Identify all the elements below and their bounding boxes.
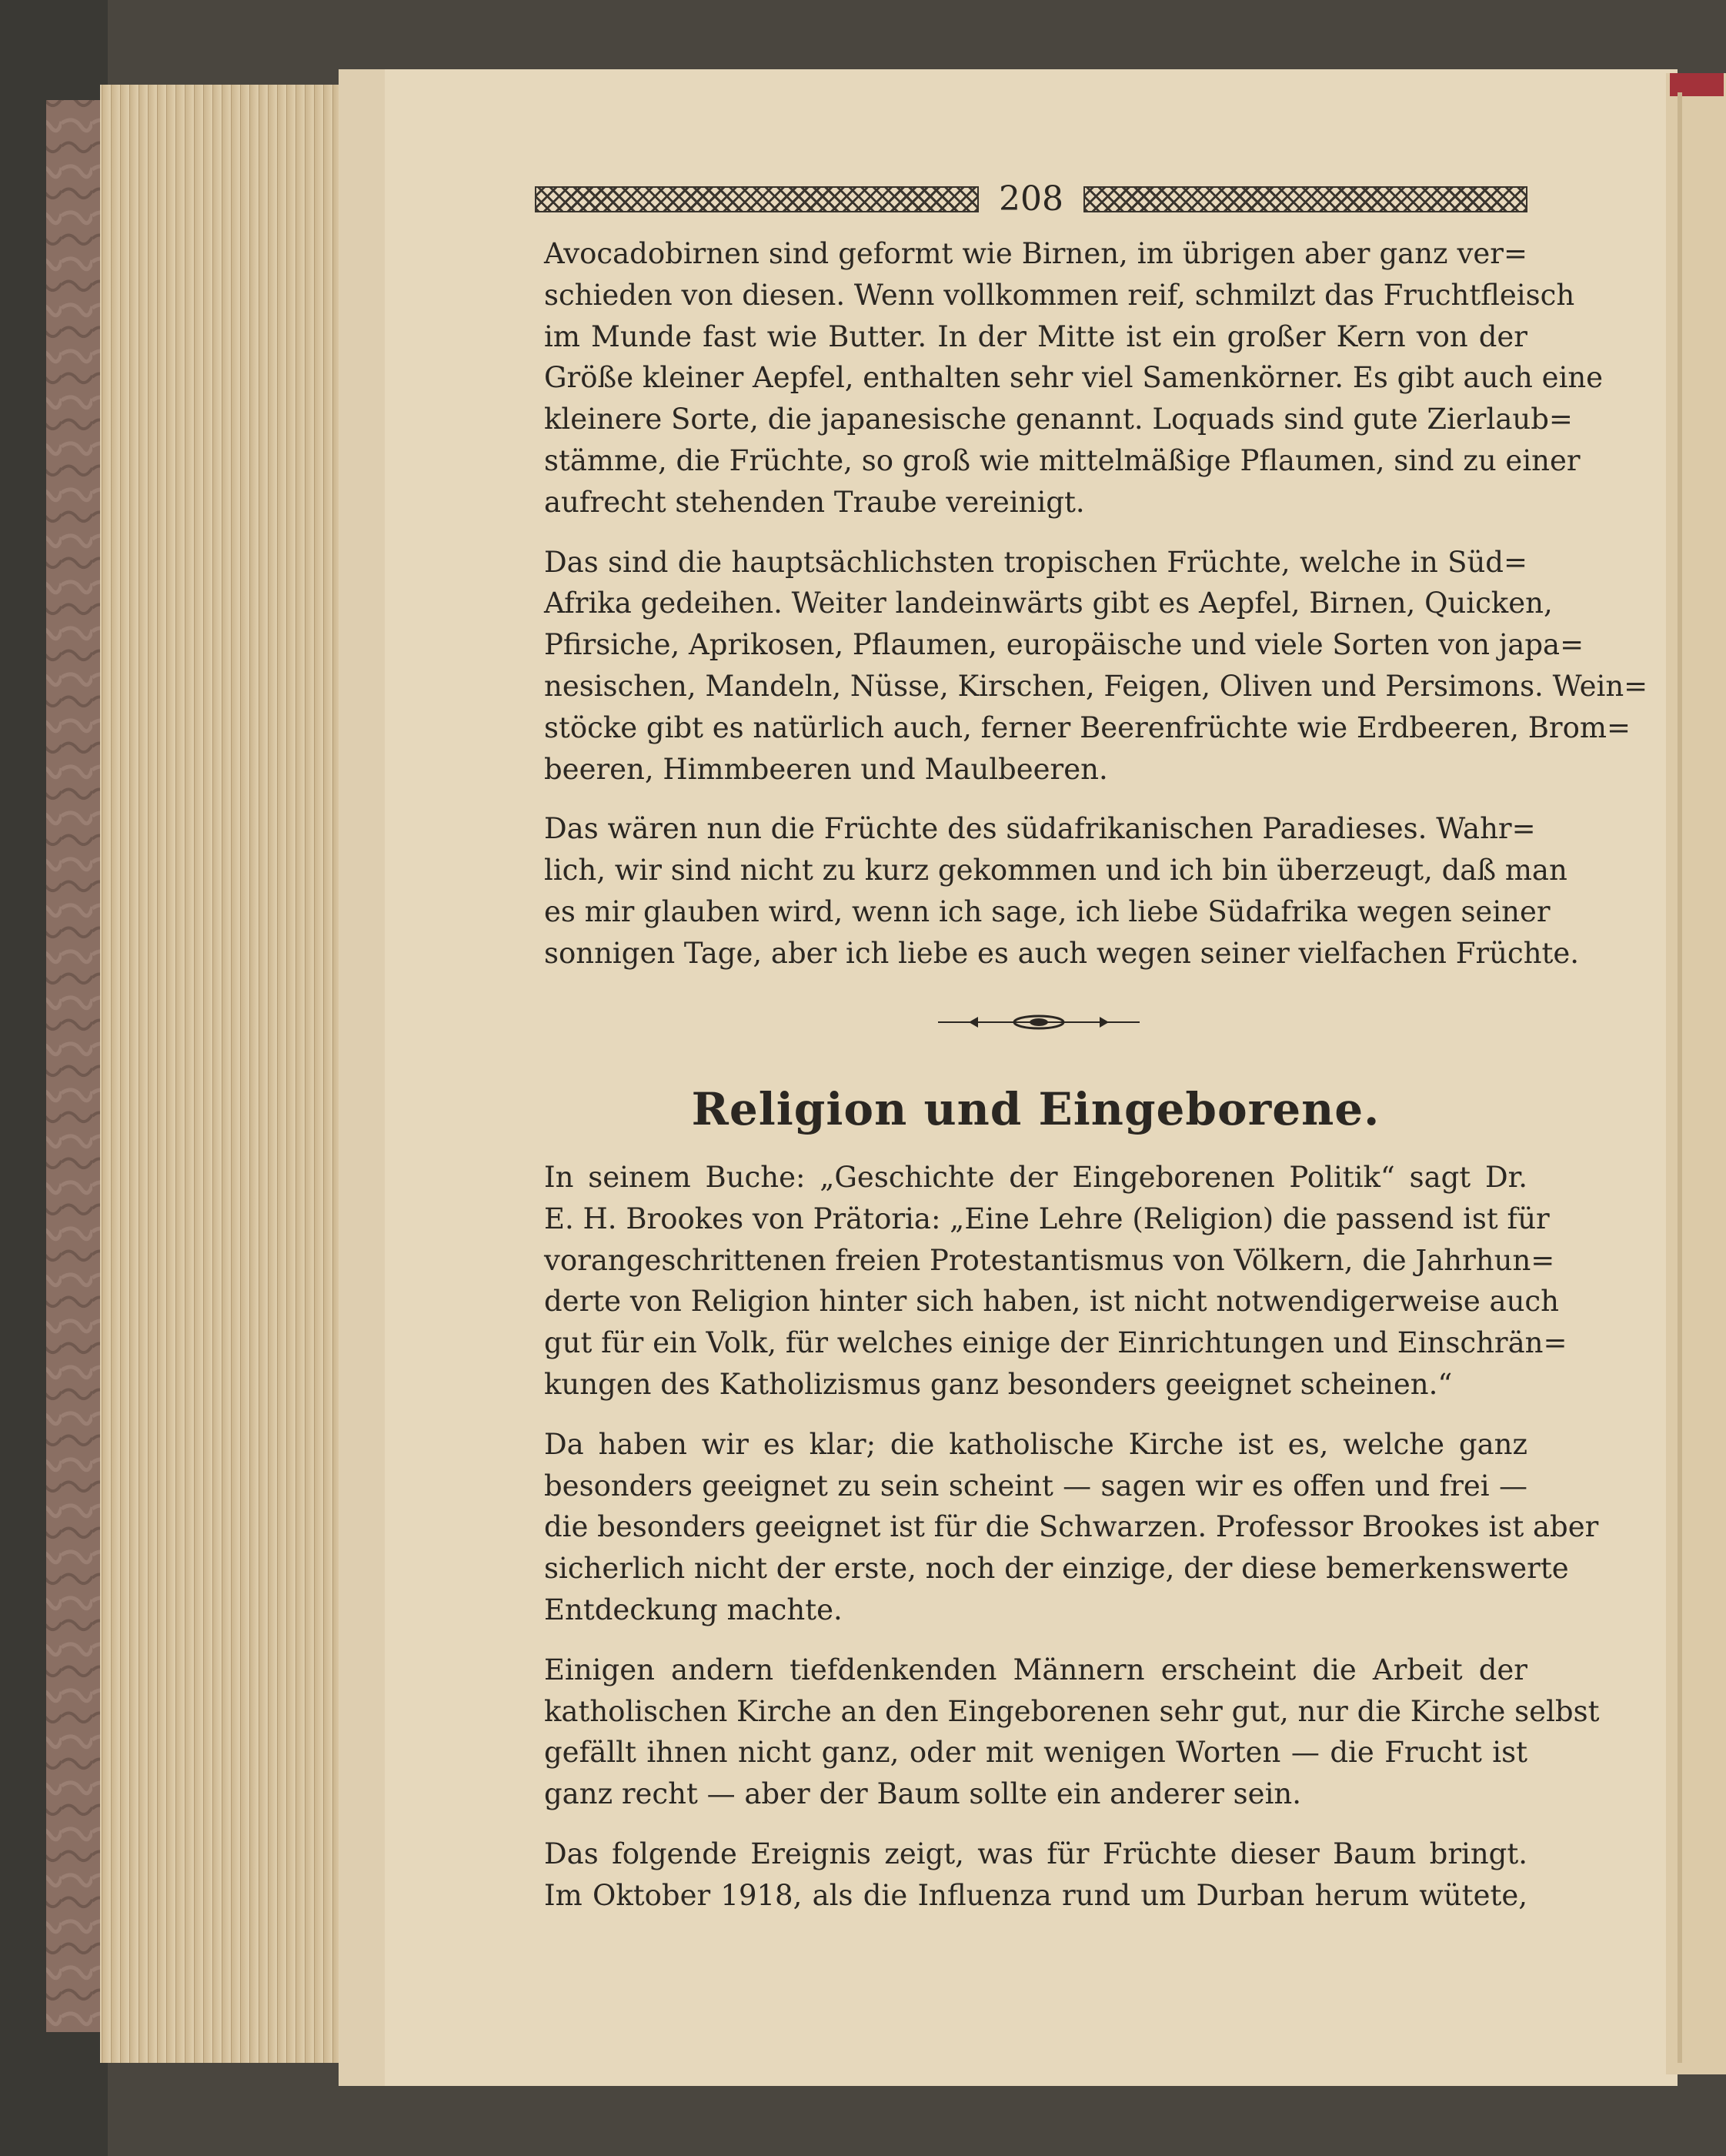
text-line: stämme, die Früchte, so groß wie mittelmäßige Pflaumen, sind zu einer xyxy=(544,443,1581,477)
header-ornament-left xyxy=(535,186,979,212)
text-line: sonnigen Tage, aber ich liebe es auch wegen seiner vielfachen Früchte. xyxy=(544,936,1580,970)
text-line: es mir glauben wird, wenn ich sage, ich liebe Südafrika wegen seiner xyxy=(544,894,1551,928)
text-line: schieden von diesen. Wenn vollkommen reif, schmilzt das Fruchtfleisch xyxy=(544,278,1575,312)
paragraph xyxy=(544,1650,1600,1815)
text-line: Avocadobirnen sind geformt wie Birnen, im übrigen aber ganz ver= xyxy=(544,237,1527,270)
text-line: nesischen, Mandeln, Nüsse, Kirschen, Feigen, Oliven und Persimons. Wein= xyxy=(544,669,1648,703)
body-text-top xyxy=(544,233,1648,974)
header-ornament-right xyxy=(1083,186,1527,212)
paragraph xyxy=(544,1833,1527,1917)
text-line: besonders geeignet zu sein scheint — sagen wir es offen und frei — xyxy=(544,1469,1527,1503)
paragraph xyxy=(544,808,1580,974)
paragraph xyxy=(544,1157,1567,1406)
body-text-bottom xyxy=(544,1157,1600,1917)
paragraph xyxy=(544,233,1604,523)
text-line: Das wären nun die Früchte des südafrikanischen Paradieses. Wahr= xyxy=(544,812,1536,846)
text-line: Größe kleiner Aepfel, enthalten sehr viel Samenkörner. Es gibt auch eine xyxy=(544,361,1604,395)
paragraph xyxy=(544,1424,1599,1631)
text-line: ganz recht — aber der Baum sollte ein anderer sein. xyxy=(544,1777,1301,1811)
text-line: die besonders geeignet ist für die Schwarzen. Professor Brookes ist aber xyxy=(544,1510,1599,1544)
text-line: stöcke gibt es natürlich auch, ferner Beerenfrüchte wie Erdbeeren, Brom= xyxy=(544,710,1631,744)
text-line: Das folgende Ereignis zeigt, was für Früchte dieser Baum bringt. xyxy=(544,1837,1527,1870)
text-line: Entdeckung machte. xyxy=(544,1593,843,1626)
text-line: Einigen andern tiefdenkenden Männern erscheint die Arbeit der xyxy=(544,1653,1527,1686)
text-line: aufrecht stehenden Traube vereinigt. xyxy=(544,485,1085,519)
text-line: kleinere Sorte, die japanesische genannt. Loquads sind gute Zierlaub= xyxy=(544,403,1573,436)
text-line: katholischen Kirche an den Eingeborenen sehr gut, nur die Kirche selbst xyxy=(544,1694,1600,1728)
text-line: In seinem Buche: „Geschichte der Eingeborenen Politik“ sagt Dr. xyxy=(544,1161,1527,1194)
text-line: E. H. Brookes von Prätoria: „Eine Lehre (Religion) die passend ist für xyxy=(544,1202,1550,1235)
text-line: gefällt ihnen nicht ganz, oder mit wenigen Worten — die Frucht ist xyxy=(544,1736,1527,1770)
page-number: 208 xyxy=(999,179,1063,219)
text-line: Da haben wir es klar; die katholische Kirche ist es, welche ganz xyxy=(544,1427,1527,1461)
text-line: vorangeschrittenen freien Protestantismus von Völkern, die Jahrhun= xyxy=(544,1243,1555,1277)
text-line: lich, wir sind nicht zu kurz gekommen und ich bin überzeugt, daß man xyxy=(544,854,1567,887)
page-edges xyxy=(100,85,354,2063)
text-line: sicherlich nicht der erste, noch der einzige, der diese bemerkenswerte xyxy=(544,1552,1569,1586)
text-line: beeren, Himmbeeren und Maulbeeren. xyxy=(544,752,1108,786)
section-title: Religion und Eingeborene. xyxy=(691,1083,1380,1135)
text-line: kungen des Katholizismus ganz besonders geeignet scheinen.“ xyxy=(544,1367,1453,1401)
text-line: gut für ein Volk, für welches einige der Einrichtungen und Einschrän= xyxy=(544,1326,1567,1360)
text-line: Im Oktober 1918, als die Influenza rund um Durban herum wütete, xyxy=(544,1878,1527,1912)
text-line: derte von Religion hinter sich haben, ist nicht notwendigerweise auch xyxy=(544,1285,1559,1319)
text-line: Das sind die hauptsächlichsten tropischen Früchte, welche in Süd= xyxy=(544,545,1527,579)
section-divider-ornament xyxy=(938,1013,1140,1031)
paragraph xyxy=(544,542,1648,791)
page-header xyxy=(535,175,1527,223)
text-line: Afrika gedeihen. Weiter landeinwärts gibt es Aepfel, Birnen, Quicken, xyxy=(544,587,1553,620)
text-line: Pfirsiche, Aprikosen, Pflaumen, europäische und viele Sorten von japa= xyxy=(544,628,1584,662)
text-line: im Munde fast wie Butter. In der Mitte ist ein großer Kern von der xyxy=(544,319,1527,353)
